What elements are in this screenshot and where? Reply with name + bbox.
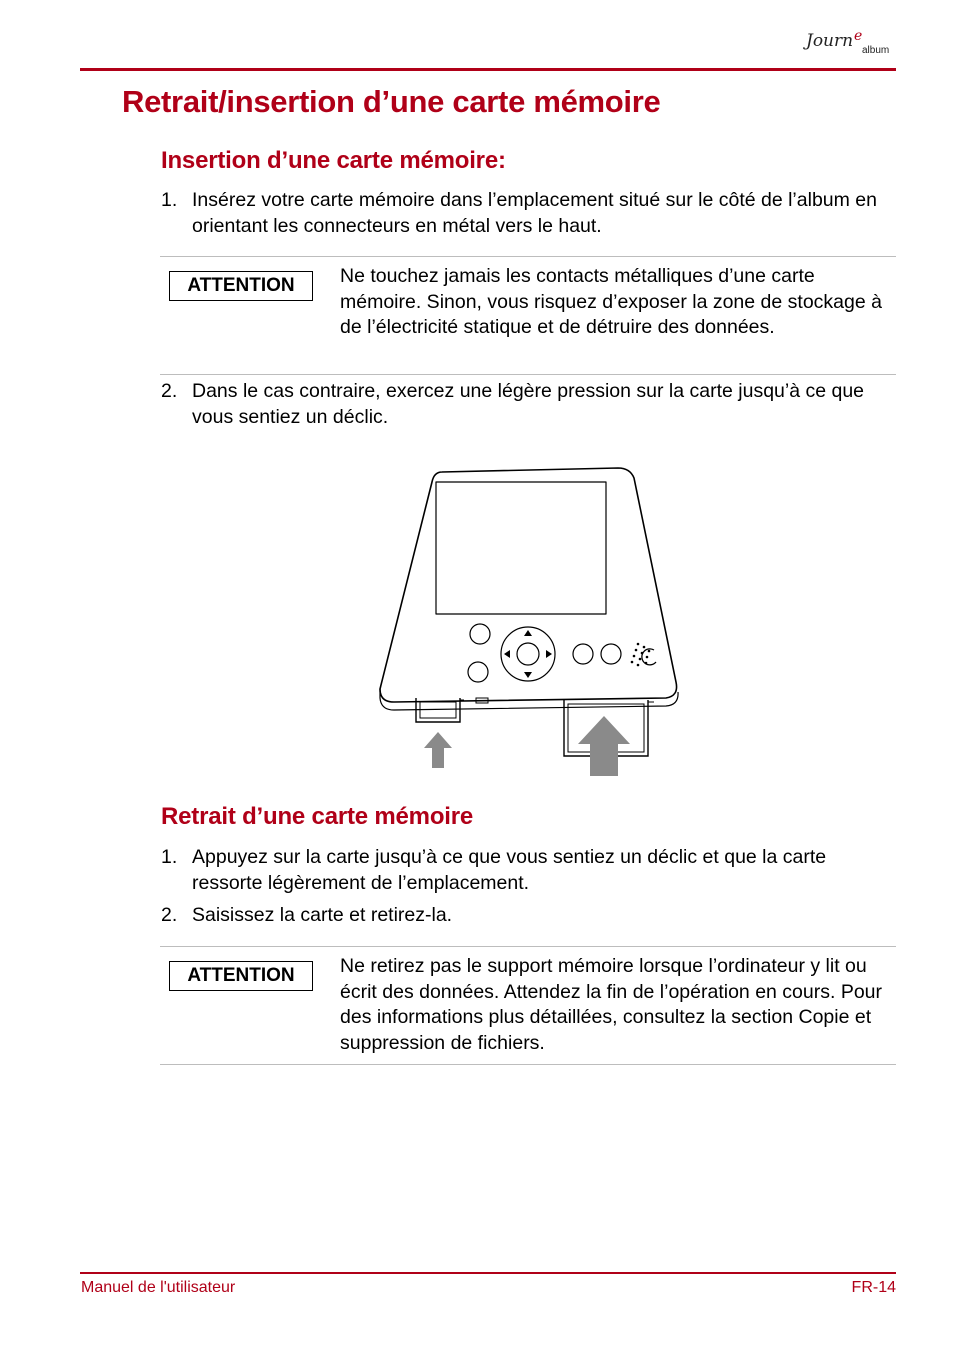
step-text: Appuyez sur la carte jusqu’à ce que vous sentiez un déclic et que la carte ressorte légèrement de l’emplacement. xyxy=(192,846,827,894)
list-item xyxy=(161,378,901,430)
back-button xyxy=(468,662,488,682)
step-text: Dans le cas contraire, exercez une légère pression sur la carte jusqu’à ce que vous sentiez un déclic. xyxy=(192,380,865,428)
svg-text:Journ: Journ xyxy=(806,31,854,51)
header-rule xyxy=(80,68,896,71)
attention-badge: ATTENTION xyxy=(169,961,313,991)
list-item xyxy=(161,902,901,928)
svg-text:album: album xyxy=(862,45,890,56)
speaker-grille xyxy=(631,643,651,667)
page-number: FR-14 xyxy=(851,1279,896,1296)
list-item xyxy=(161,844,901,896)
attention-badge: ATTENTION xyxy=(169,271,313,301)
journe-album-logo xyxy=(800,22,900,64)
section-heading-removal: Retrait d’une carte mémoire xyxy=(161,803,474,830)
page-title: Retrait/insertion d’une carte mémoire xyxy=(122,84,661,119)
attention-text: Ne retirez pas le support mémoire lorsque l’ordinateur y lit ou écrit des données. Attendez la fin de l’opération en cours. Pour des informations plus détaillées, consultez la section Copie et suppression de fichiers. xyxy=(340,955,883,1054)
attention-note xyxy=(160,256,896,375)
memory-card-insertion-illustration xyxy=(376,464,686,784)
dial-center-button xyxy=(517,643,539,665)
step-text: Saisissez la carte et retirez-la. xyxy=(192,904,453,926)
menu-button xyxy=(470,624,490,644)
screen xyxy=(436,482,606,614)
step-text: Insérez votre carte mémoire dans l’emplacement situé sur le côté de l’album en orientant les connecteurs en métal vers le haut. xyxy=(192,189,877,237)
step-number: 1. xyxy=(161,189,178,211)
attention-note xyxy=(160,946,896,1065)
footer-title: Manuel de l'utilisateur xyxy=(81,1279,236,1296)
step-number: 2. xyxy=(161,380,178,402)
footer-rule xyxy=(80,1272,896,1274)
function-button-1 xyxy=(573,644,593,664)
section-heading-insertion: Insertion d’une carte mémoire: xyxy=(161,147,506,174)
step-number: 2. xyxy=(161,904,178,926)
svg-text:e: e xyxy=(854,28,863,44)
list-item xyxy=(161,187,901,239)
attention-text: Ne touchez jamais les contacts métalliques d’une carte mémoire. Sinon, vous risquez d’exposer la zone de stockage à de l’électricité statique et de détruire des données. xyxy=(340,265,882,338)
insert-arrow-large xyxy=(578,716,630,776)
insert-arrow-small xyxy=(424,732,452,768)
function-button-2 xyxy=(601,644,621,664)
step-number: 1. xyxy=(161,846,178,868)
